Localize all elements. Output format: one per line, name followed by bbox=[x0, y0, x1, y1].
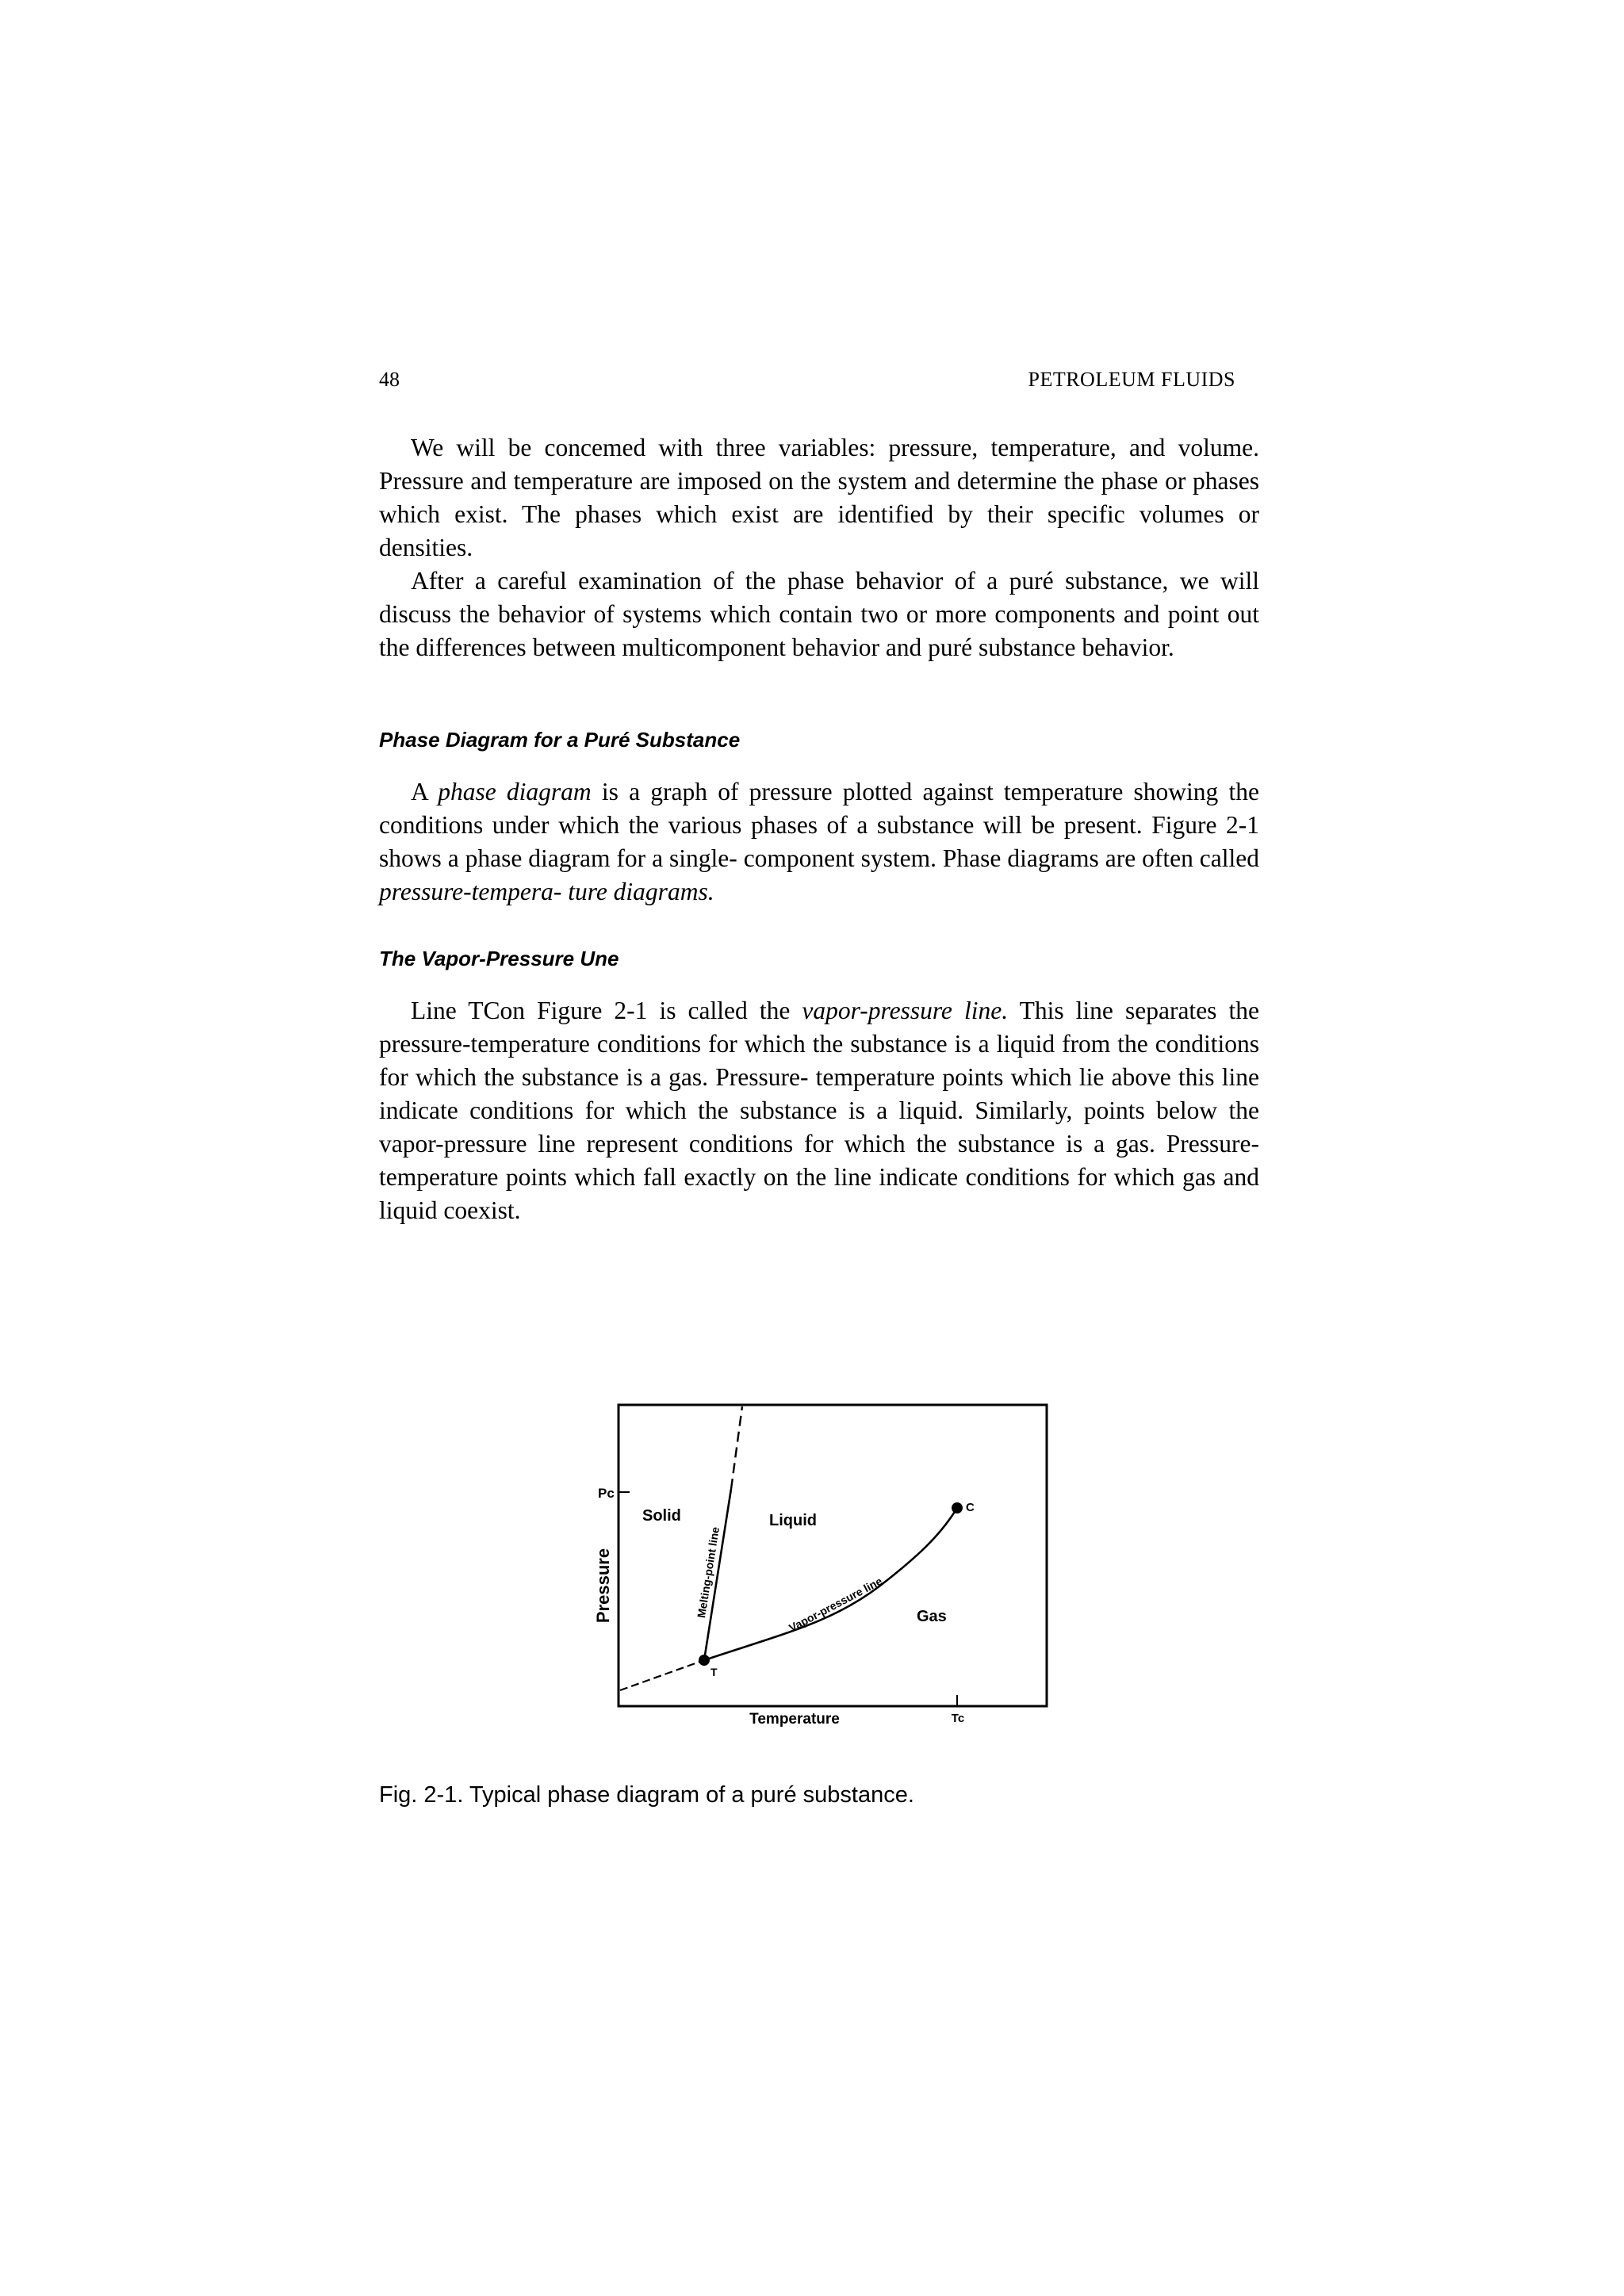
x-axis-label: Temperature bbox=[749, 1711, 840, 1728]
running-header: PETROLEUM FLUIDS bbox=[1028, 368, 1235, 391]
vapor-pressure-paragraph bbox=[379, 994, 1259, 1227]
section-heading-vapor-pressure: The Vapor-Pressure Une bbox=[379, 947, 619, 970]
tc-label: Tc bbox=[951, 1712, 965, 1725]
page-number: 48 bbox=[379, 368, 400, 391]
triple-point-marker bbox=[699, 1655, 710, 1666]
text-run: This line separates the pressure-temperature conditions for which the substance is a liquid from the conditions for which the substance is a gas. Pressure- temperature points which lie above this line indicate conditions for which the substance is a liquid. Similarly, points below the vapor-pressure line represent conditions for which the substance is a gas. Pressure-temperature points which fall exactly on the line indicate conditions for which gas and liquid coexist. bbox=[379, 997, 1259, 1224]
text-run: A bbox=[411, 778, 439, 806]
sublimation-line-dashed bbox=[620, 1660, 704, 1690]
y-axis-label: Pressure bbox=[593, 1548, 613, 1624]
intro-paragraph-2: After a careful examination of the phase behavior of a puré substance, we will discuss the behavior of systems which contain two or more components and point out the differences between multicomponent behavior and puré substance behavior. bbox=[379, 567, 1259, 661]
term-pt-diagrams: pressure-tempera- ture diagrams. bbox=[379, 878, 714, 905]
vapor-pressure-text bbox=[379, 994, 1259, 1227]
phase-diagram-figure bbox=[587, 1395, 1063, 1728]
phase-diagram-text bbox=[379, 775, 1259, 909]
critical-point-marker bbox=[952, 1502, 963, 1513]
critical-point-label: C bbox=[966, 1501, 975, 1514]
plot-frame bbox=[619, 1405, 1047, 1706]
region-liquid-label: Liquid bbox=[769, 1512, 817, 1529]
intro-text bbox=[379, 431, 1259, 664]
phase-diagram-paragraph bbox=[379, 775, 1259, 909]
text-run: Line TCon Figure 2-1 is called the bbox=[411, 997, 802, 1024]
triple-point-label: T bbox=[710, 1666, 718, 1678]
section-heading-phase-diagram: Phase Diagram for a Puré Substance bbox=[379, 728, 741, 752]
melting-line-label: Melting-point line bbox=[695, 1525, 722, 1619]
pc-label: Pc bbox=[598, 1486, 615, 1501]
region-gas-label: Gas bbox=[917, 1608, 947, 1625]
term-phase-diagram: phase diagram bbox=[438, 778, 592, 806]
intro-paragraph-1: We will be concemed with three variables: pressure, temperature, and volume. Pressure and temperature are imposed on the system and determine the phase or phases which exist. The phases which exist are identified by their specific volumes or densities. bbox=[379, 434, 1259, 561]
vapor-line-label: Vapor-pressure line bbox=[787, 1574, 885, 1635]
figure-caption: Fig. 2-1. Typical phase diagram of a puré substance. bbox=[379, 1782, 914, 1808]
melting-point-line-dashed bbox=[731, 1406, 742, 1489]
region-solid-label: Solid bbox=[642, 1507, 681, 1525]
text-run: is a graph of pressure plotted against temperature showing the conditions under which the various phases of a substance will be present. Figure 2-1 shows a phase diagram for a single- component system. Phase diagrams are often called bbox=[379, 778, 1259, 872]
vapor-pressure-line bbox=[704, 1508, 957, 1660]
term-vapor-pressure-line: vapor-pressure line. bbox=[802, 997, 1009, 1024]
